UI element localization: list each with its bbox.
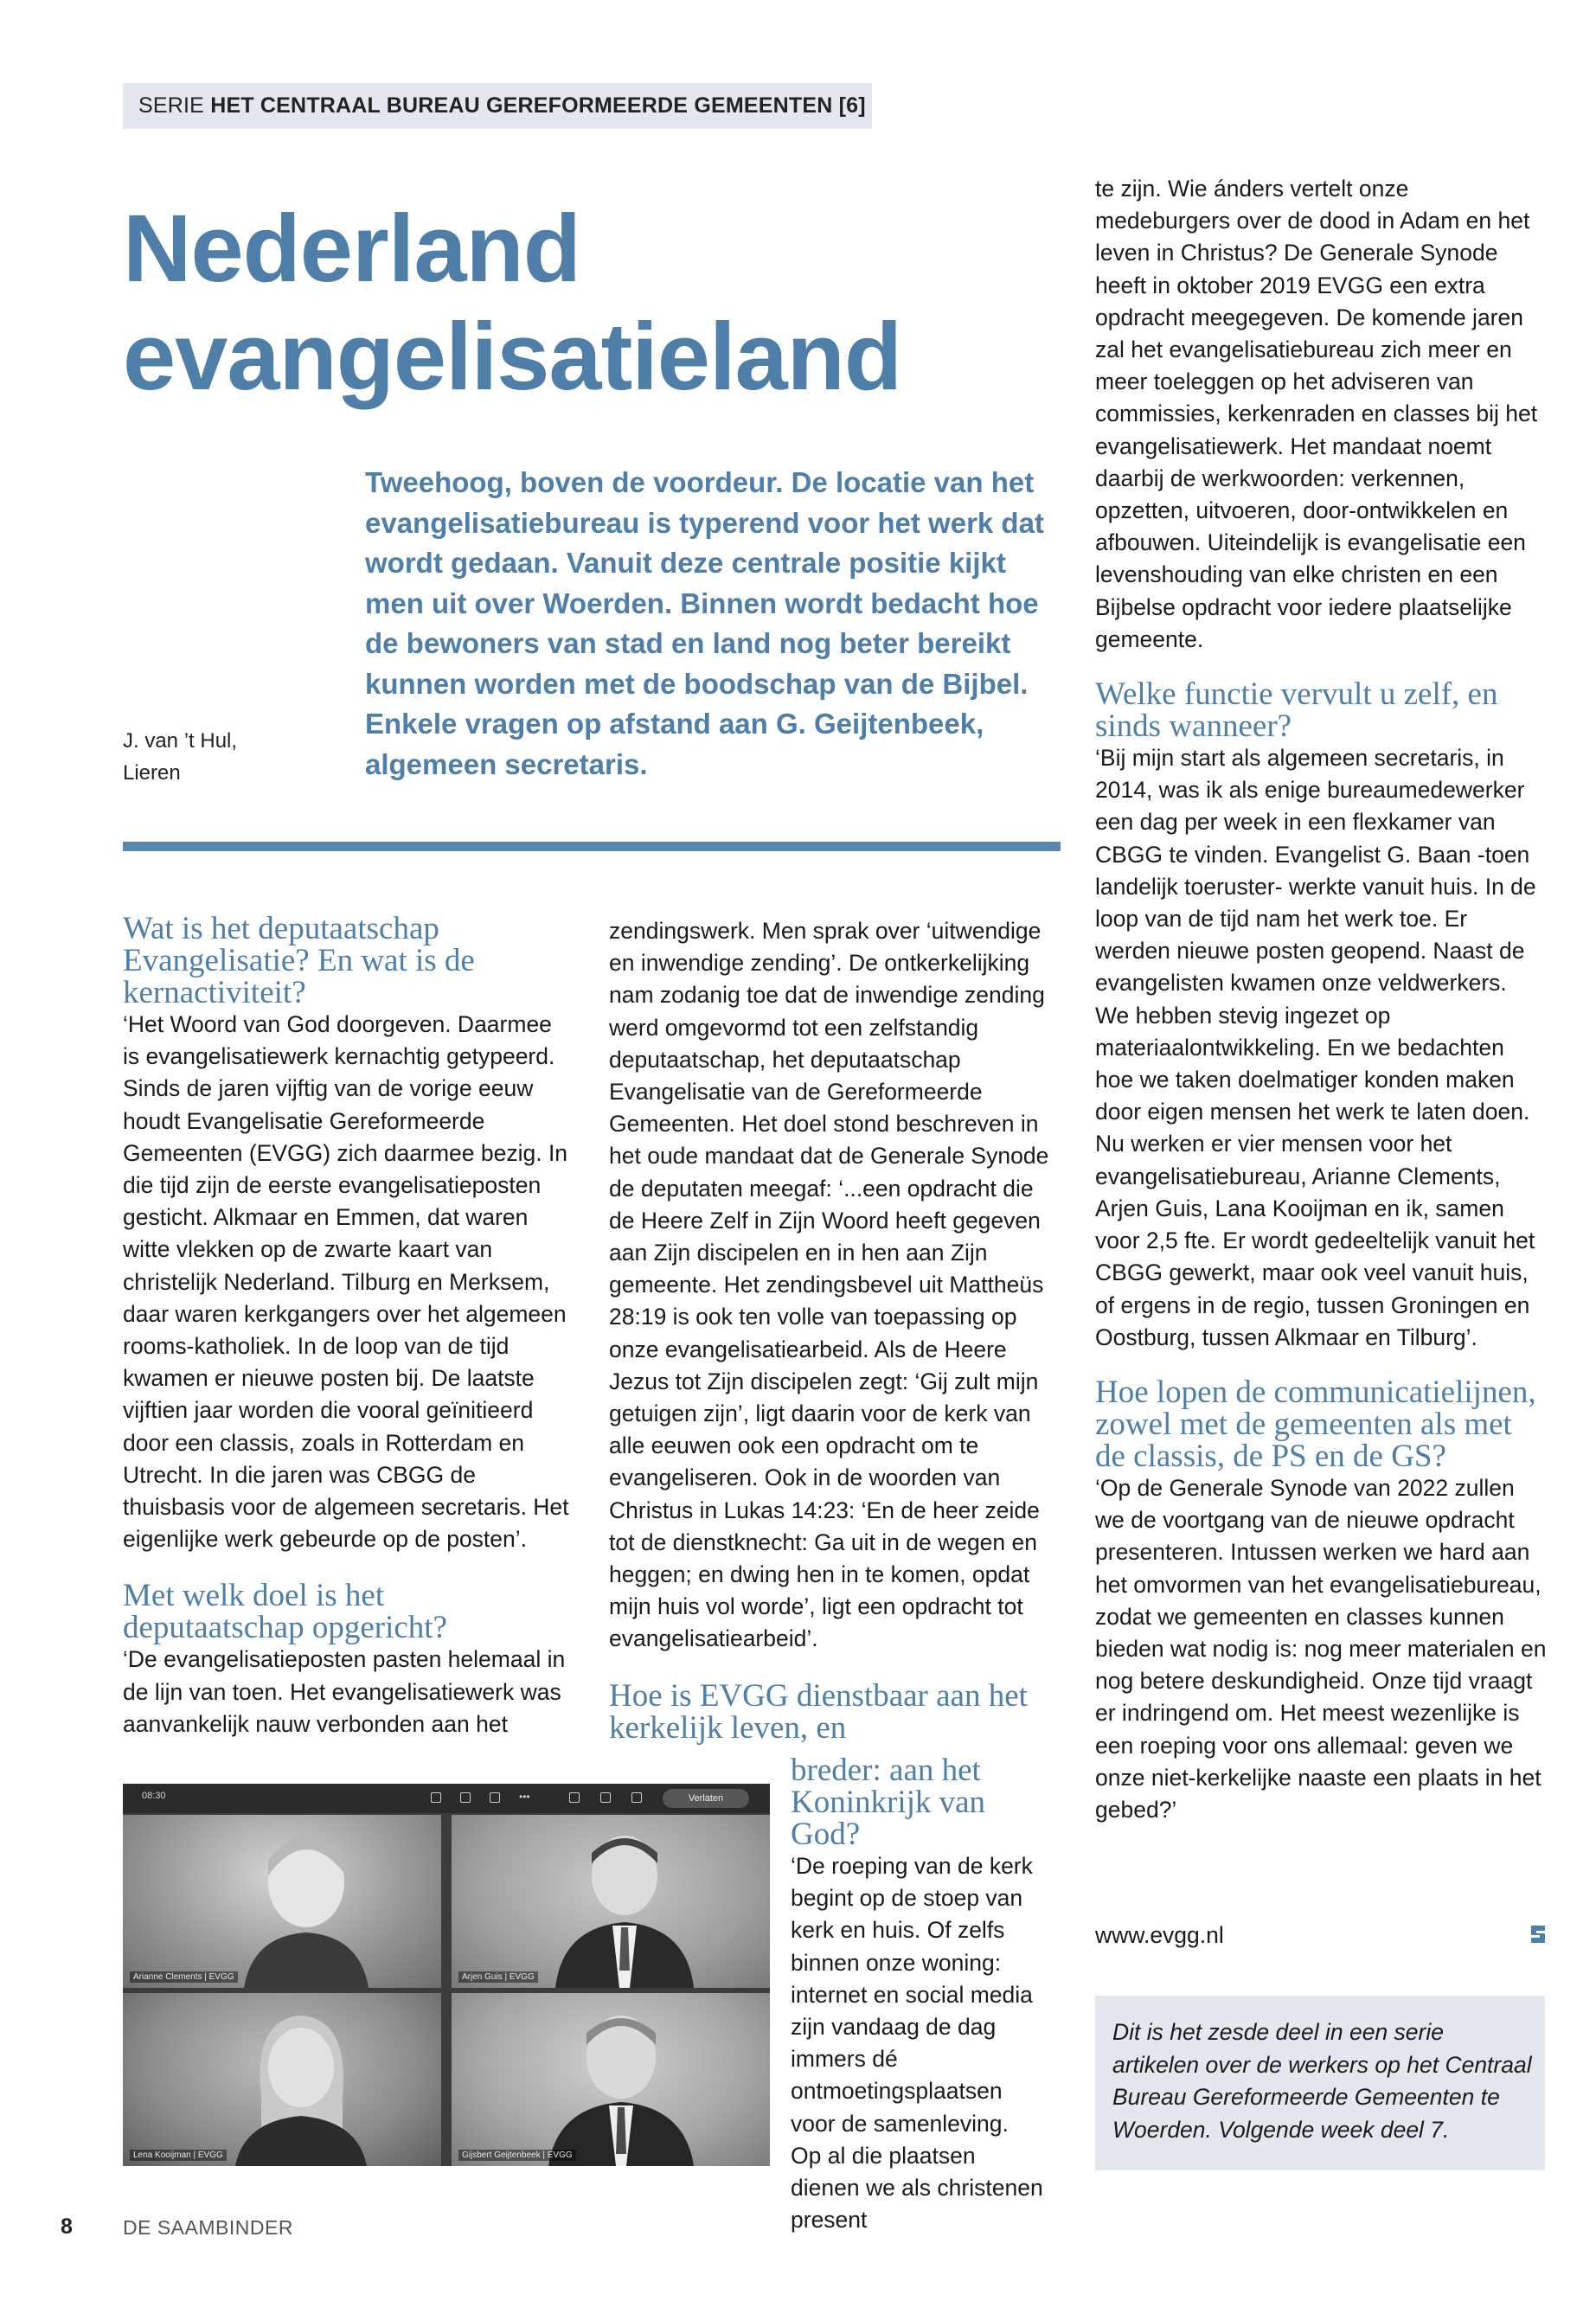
series-prefix: SERIE [138, 93, 205, 118]
series-banner [123, 83, 872, 129]
series-note: Dit is het zesde deel in een serie artikelen over de werkers op het Centraal Bureau Gereformeerde Gemeenten te Woerden. Volgende week deel 7. [1112, 2019, 1532, 2143]
page-number: 8 [61, 2214, 73, 2239]
mic-icon [600, 1792, 611, 1803]
question-heading: breder: aan het Koninkrijk van God? [791, 1753, 986, 1852]
magazine-name: DE SAAMBINDER [123, 2216, 293, 2239]
camera-icon [569, 1792, 580, 1803]
participant-tile [123, 1993, 441, 2166]
call-time: 08:30 [142, 1791, 166, 1801]
call-toolbar [123, 1784, 770, 1813]
answer-paragraph: ‘Bij mijn start als algemeen secretaris, in 2014, was ik als enige bureaumedewerker een dag per week in een flexkamer van CBGG te vinden. Evangelist G. Baan -toen landelijk toeruster- werkte vanuit huis. In de loop van de tijd nam het werk toe. Er werden nieuwe posten geopend. Naast de evangelisten kwamen onze veldwerkers. We hebben stevig ingezet op materiaalontwikkeling. En we bedachten hoe we taken doelmatiger konden maken door eigen mensen het werk te laten doen. Nu werken er vier mensen voor het evangelisatiebureau, Arianne Clements, Arjen Guis, Lana Kooijman en ik, samen voor 2,5 fte. Er wordt gedeeltelijk vanuit het CBGG gewerkt, maar ook veel vanuit huis, of ergens in de regio, tussen Groningen en Oostburg, tussen Alkmaar en Tilburg’. [1095, 745, 1536, 1350]
chat-icon [460, 1792, 471, 1803]
answer-paragraph: ‘Het Woord van God doorgeven. Daarmee is evangelisatiewerk kernachtig getypeerd. Sinds de jaren vijftig van de vorige eeuw houdt Evangelisatie Gereformeerde Gemeenten (EVGG) zich daarmee bezig. In die tijd zijn de eerste evangelisatieposten gesticht. Alkmaar en Emmen, dat waren witte vlekken op de zwarte kaart van christelijk Nederland. Tilburg en Merksem, daar waren kerkgangers over het algemeen rooms-katholiek. In de loop van de tijd kwamen er nieuwe posten bij. De laatste vijftien jaar worden die vooral geïnitieerd door een classis, zoals in Rotterdam en Utrecht. In die jaren was CBGG de thuisbasis voor de algemeen secretaris. Het eigenlijke werk gebeurde op de posten’. [123, 1011, 569, 1553]
column-3 [1095, 173, 1547, 1826]
participants-icon [431, 1792, 441, 1803]
participant-tile [123, 1815, 441, 1988]
question-heading: Wat is het deputaatschap Evangelisatie? En wat is de kernactiviteit? [123, 911, 475, 1010]
intro-lead: Tweehoog, boven de voordeur. De locatie van het evangelisatiebureau is typerend voor het werk dat wordt gedaan. Vanuit deze centrale positie kijkt men uit over Woerden. Binnen wordt bedacht hoe de bewoners van stad en land nog beter bereikt kunnen worden met de boodschap van de Bijbel. Enkele vragen op afstand aan G. Geijtenbeek, algemeen secretaris. [365, 466, 1044, 780]
question-heading: Welke functie vervult u zelf, en sinds wanneer? [1095, 676, 1498, 745]
title-line-1: Nederland [123, 195, 580, 302]
participant-portrait [123, 1993, 441, 2166]
website-link[interactable]: www.evgg.nl [1095, 1922, 1224, 1948]
video-call-photo [123, 1784, 770, 2166]
article-title [123, 195, 901, 411]
participant-tile [452, 1993, 770, 2166]
byline-author: J. van ’t Hul, [123, 729, 238, 753]
raise-hand-icon [490, 1792, 500, 1803]
column-2-bottom [791, 1754, 1043, 2236]
participant-name: Gijsbert Geijtenbeek | EVGG [458, 2150, 576, 2161]
byline [123, 725, 237, 789]
answer-paragraph: ‘Op de Generale Synode van 2022 zullen we de voortgang van de nieuwe opdracht presenteren. Intussen werken we hard aan het omvormen van het evangelisatiebureau, zodat we gemeenten en classes kunnen bieden wat nodig is: nog meer materialen en nog betere deskundigheid. Onze tijd vraagt er indringend om. Het meest wezenlijke is een roeping voor ons allemaal: geven we onze niet-kerkelijke naaste een plaats in het gebed?’ [1095, 1474, 1547, 1823]
answer-paragraph: te zijn. Wie ánders vertelt onze medeburgers over de dood in Adam en het leven in Christus? De Generale Synode heeft in oktober 2019 EVGG een extra opdracht meegegeven. De komende jaren zal het evangelisatiebureau zich meer en meer toeleggen op het adviseren van commissies, kerkenraden en classes bij het evangelisatiewerk. Het mandaat noemt daarbij de werkwoorden: verkennen, opzetten, uitvoeren, door-ontwikkelen en afbouwen. Uiteindelijk is evangelisatie een levenshouding van elke christen en een Bijbelse opdracht voor iedere plaatselijke gemeente. [1095, 176, 1538, 652]
question-heading: Hoe lopen de communicatielijnen, zowel met de gemeenten als met de classis, de PS en de GS? [1095, 1374, 1536, 1474]
share-icon [631, 1792, 642, 1803]
answer-paragraph: zendingswerk. Men sprak over ‘uitwendige en inwendige zending’. De ontkerkelijking nam zodanig toe dat de inwendige zending werd omgevormd tot een zelfstandig deputaatschap, het deputaatschap Evangelisatie van de Gereformeerde Gemeenten. Het doel stond beschreven in het oude mandaat dat de Generale Synode de deputaten meegaf: ‘...een opdracht die de Heere Zelf in Zijn Woord heeft gegeven aan Zijn discipelen en in hen aan Zijn gemeente. Het zendingsbevel uit Mattheüs 28:19 is ook ten volle van toepassing op onze evangelisatiearbeid. Als de Heere Jezus tot Zijn discipelen zegt: ‘Gij zult mijn getuigen zijn’, ligt daarin voor de kerk van alle eeuwen ook een opdracht om te evangeliseren. Ook in de woorden van Christus in Lukas 14:23: ‘En de heer zeide tot de dienstknecht: Ga uit in de wegen en heggen; en dwing hen in te komen, opdat mijn huis vol worde’, ligt een opdracht tot evangelisatiearbeid’. [609, 918, 1049, 1652]
title-line-2: evangelisatieland [123, 304, 902, 410]
participant-name: Arianne Clements | EVGG [130, 1971, 238, 1983]
section-divider [123, 842, 1061, 851]
leave-button: Verlaten [663, 1789, 749, 1808]
answer-paragraph: ‘De evangelisatieposten pasten helemaal in de lijn van toen. Het evangelisatiewerk was aanvankelijk nauw verbonden aan het [123, 1646, 566, 1737]
participant-tile [452, 1815, 770, 1988]
column-1 [123, 913, 569, 1740]
end-mark-icon [1526, 1922, 1550, 1946]
series-name: HET CENTRAAL BUREAU GEREFORMEERDE GEMEENTEN [6] [210, 93, 866, 118]
question-heading: Hoe is EVGG dienstbaar aan het kerkelijk leven, en [609, 1677, 1028, 1746]
more-icon: ••• [519, 1791, 530, 1803]
answer-paragraph: ‘De roeping van de kerk begint op de stoep van kerk en huis. Of zelfs binnen onze woning: internet en social media zijn vandaag de dag immers dé ontmoetingsplaatsen voor de samenleving. Op al die plaatsen dienen we als christenen present [791, 1853, 1043, 2234]
participant-portrait [452, 1815, 770, 1988]
question-heading: Met welk doel is het deputaatschap opgericht? [123, 1578, 447, 1646]
participant-portrait [123, 1815, 441, 1988]
series-note-box [1095, 1996, 1545, 2170]
byline-place: Lieren [123, 761, 181, 785]
participant-portrait [452, 1993, 770, 2166]
participant-name: Arjen Guis | EVGG [458, 1971, 538, 1983]
column-2 [609, 915, 1055, 1744]
participant-name: Lena Kooijman | EVGG [130, 2150, 227, 2161]
